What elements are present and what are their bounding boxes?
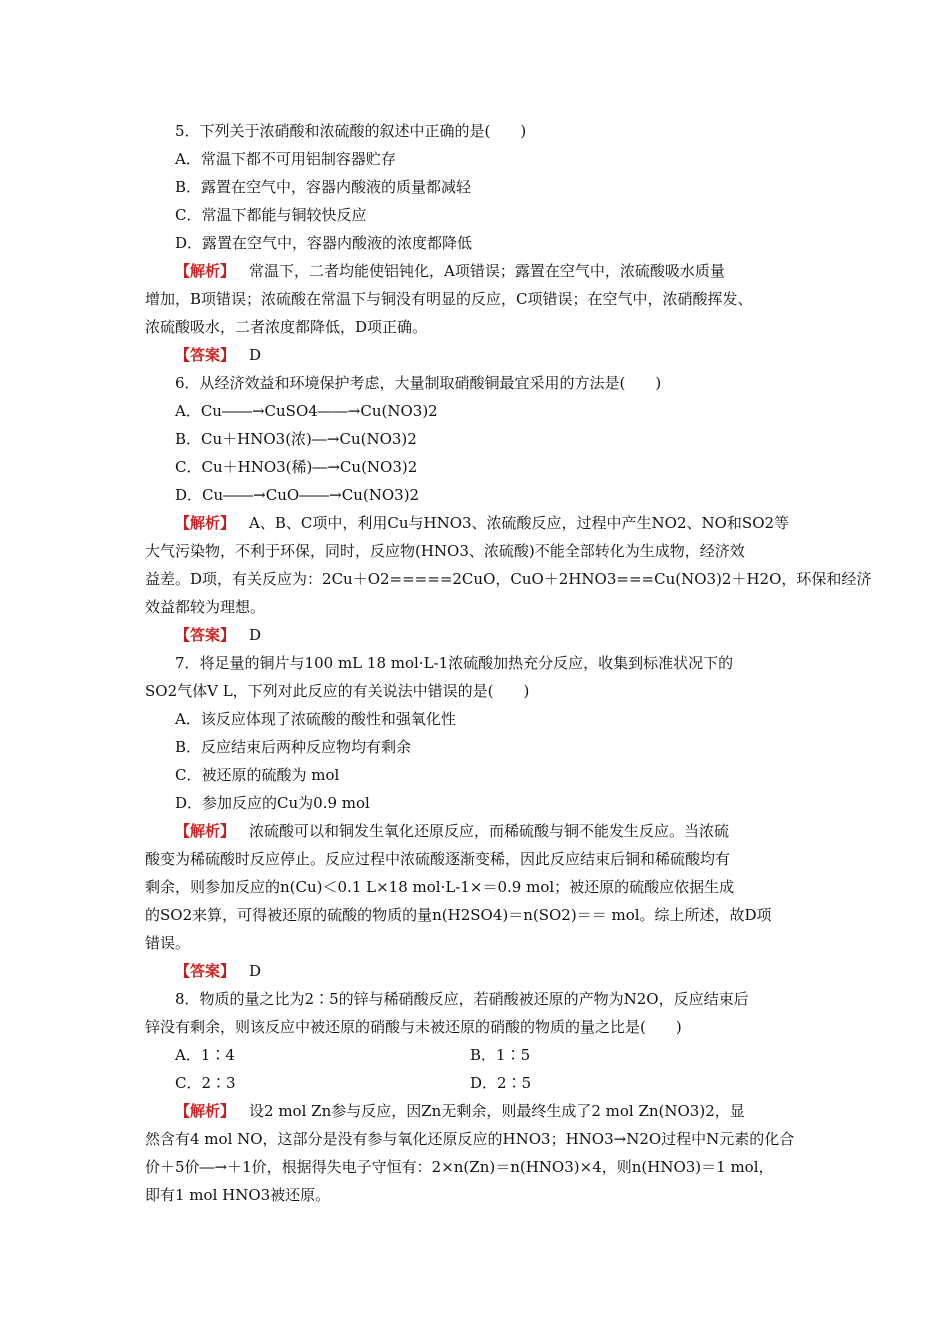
q6-analysis-line-3: 益差。D项，有关反应为：2Cu＋O2=====2CuO，CuO＋2HNO3===Cu(NO3)2＋H2O，环保和经济 (145, 570, 872, 588)
q8-stem-line-2: 锌没有剩余，则该反应中被还原的硝酸与未被还原的硝酸的物质的量之比是( ) (145, 1018, 682, 1036)
q7-analysis-line-1: 【解析】 浓硫酸可以和铜发生氧化还原反应，而稀硫酸与铜不能发生反应。当浓硫 (175, 822, 730, 840)
q5-analysis-line-1: 【解析】 常温下，二者均能使铝钝化，A项错误；露置在空气中，浓硫酸吸水质量 (175, 262, 725, 280)
q6-option-d: D．Cu――→CuO――→Cu(NO3)2 (175, 486, 420, 504)
analysis-tag: 【解析】 (175, 1102, 236, 1120)
q7-option-d: D．参加反应的Cu为0.9 mol (175, 794, 370, 812)
q5-option-a: A．常温下都不可用铝制容器贮存 (175, 150, 396, 168)
q7-option-c: C．被还原的硫酸为 mol (175, 766, 340, 784)
q7-analysis-line-2: 酸变为稀硫酸时反应停止。反应过程中浓硫酸逐渐变稀，因此反应结束后铜和稀硫酸均有 (145, 850, 731, 868)
q7-stem-line-2: SO2气体V L，下列对此反应的有关说法中错误的是( ) (145, 682, 530, 700)
q7-analysis-line-5: 错误。 (145, 934, 191, 952)
q5-option-c: C．常温下都能与铜较快反应 (175, 206, 367, 224)
q8-stem-line-1: 8．物质的量之比为2∶5的锌与稀硝酸反应，若硝酸被还原的产物为N2O，反应结束后 (175, 990, 749, 1008)
q8-analysis-line-2: 然含有4 mol NO，这部分是没有参与氧化还原反应的HNO3；HNO3→N2O过程中N元素的化合 (145, 1130, 795, 1148)
q5-answer: 【答案】 D (175, 346, 262, 364)
q8-option-b: B．1∶5 (470, 1046, 531, 1064)
q6-analysis-line-4: 效益都较为理想。 (145, 598, 266, 616)
q8-option-c: C．2∶3 (175, 1074, 236, 1092)
q7-analysis-line-4: 的SO2来算，可得被还原的硫酸的物质的量n(H2SO4)＝n(SO2)＝＝ mol。综上所述，故D项 (145, 906, 772, 924)
q5-option-d: D．露置在空气中，容器内酸液的浓度都降低 (175, 234, 473, 252)
answer-tag: 【答案】 (175, 346, 236, 364)
analysis-tag: 【解析】 (175, 514, 236, 532)
q7-stem-line-1: 7．将足量的铜片与100 mL 18 mol·L-1浓硫酸加热充分反应，收集到标准状况下的 (175, 654, 734, 672)
q5-analysis-line-3: 浓硫酸吸水，二者浓度都降低，D项正确。 (145, 318, 428, 336)
q6-option-b: B．Cu＋HNO3(浓)―→Cu(NO3)2 (175, 430, 417, 448)
q6-option-a: A．Cu――→CuSO4――→Cu(NO3)2 (175, 402, 438, 420)
q8-analysis-line-1: 【解析】 设2 mol Zn参与反应，因Zn无剩余，则最终生成了2 mol Zn(NO3)2，显 (175, 1102, 745, 1120)
q5-analysis-line-2: 增加，B项错误；浓硫酸在常温下与铜没有明显的反应，C项错误；在空气中，浓硝酸挥发、 (145, 290, 753, 308)
q8-option-d: D．2∶5 (470, 1074, 532, 1092)
q6-answer: 【答案】 D (175, 626, 262, 644)
q6-analysis-line-1: 【解析】 A、B、C项中，利用Cu与HNO3、浓硫酸反应，过程中产生NO2、NO和SO2等 (175, 514, 790, 532)
q6-stem: 6．从经济效益和环境保护考虑，大量制取硝酸铜最宜采用的方法是( ) (175, 374, 662, 392)
analysis-tag: 【解析】 (175, 822, 236, 840)
answer-tag: 【答案】 (175, 962, 236, 980)
q8-analysis-line-4: 即有1 mol HNO3被还原。 (145, 1186, 331, 1204)
analysis-tag: 【解析】 (175, 262, 236, 280)
q5-stem: 5．下列关于浓硝酸和浓硫酸的叙述中正确的是( ) (175, 122, 527, 140)
q7-analysis-line-3: 剩余，则参加反应的n(Cu)＜0.1 L×18 mol·L-1×＝0.9 mol；被还原的硫酸应依据生成 (145, 878, 735, 896)
q7-option-a: A．该反应体现了浓硫酸的酸性和强氧化性 (175, 710, 456, 728)
q8-option-a: A．1∶4 (175, 1046, 235, 1064)
q6-option-c: C．Cu＋HNO3(稀)―→Cu(NO3)2 (175, 458, 418, 476)
q7-answer: 【答案】 D (175, 962, 262, 980)
q5-option-b: B．露置在空气中，容器内酸液的质量都减轻 (175, 178, 472, 196)
q7-option-b: B．反应结束后两种反应物均有剩余 (175, 738, 412, 756)
q6-analysis-line-2: 大气污染物，不利于环保，同时，反应物(HNO3、浓硫酸)不能全部转化为生成物，经济效 (145, 542, 745, 560)
q8-analysis-line-3: 价＋5价―→＋1价，根据得失电子守恒有：2×n(Zn)＝n(HNO3)×4，则n(HNO3)＝1 mol， (145, 1158, 774, 1176)
answer-tag: 【答案】 (175, 626, 236, 644)
